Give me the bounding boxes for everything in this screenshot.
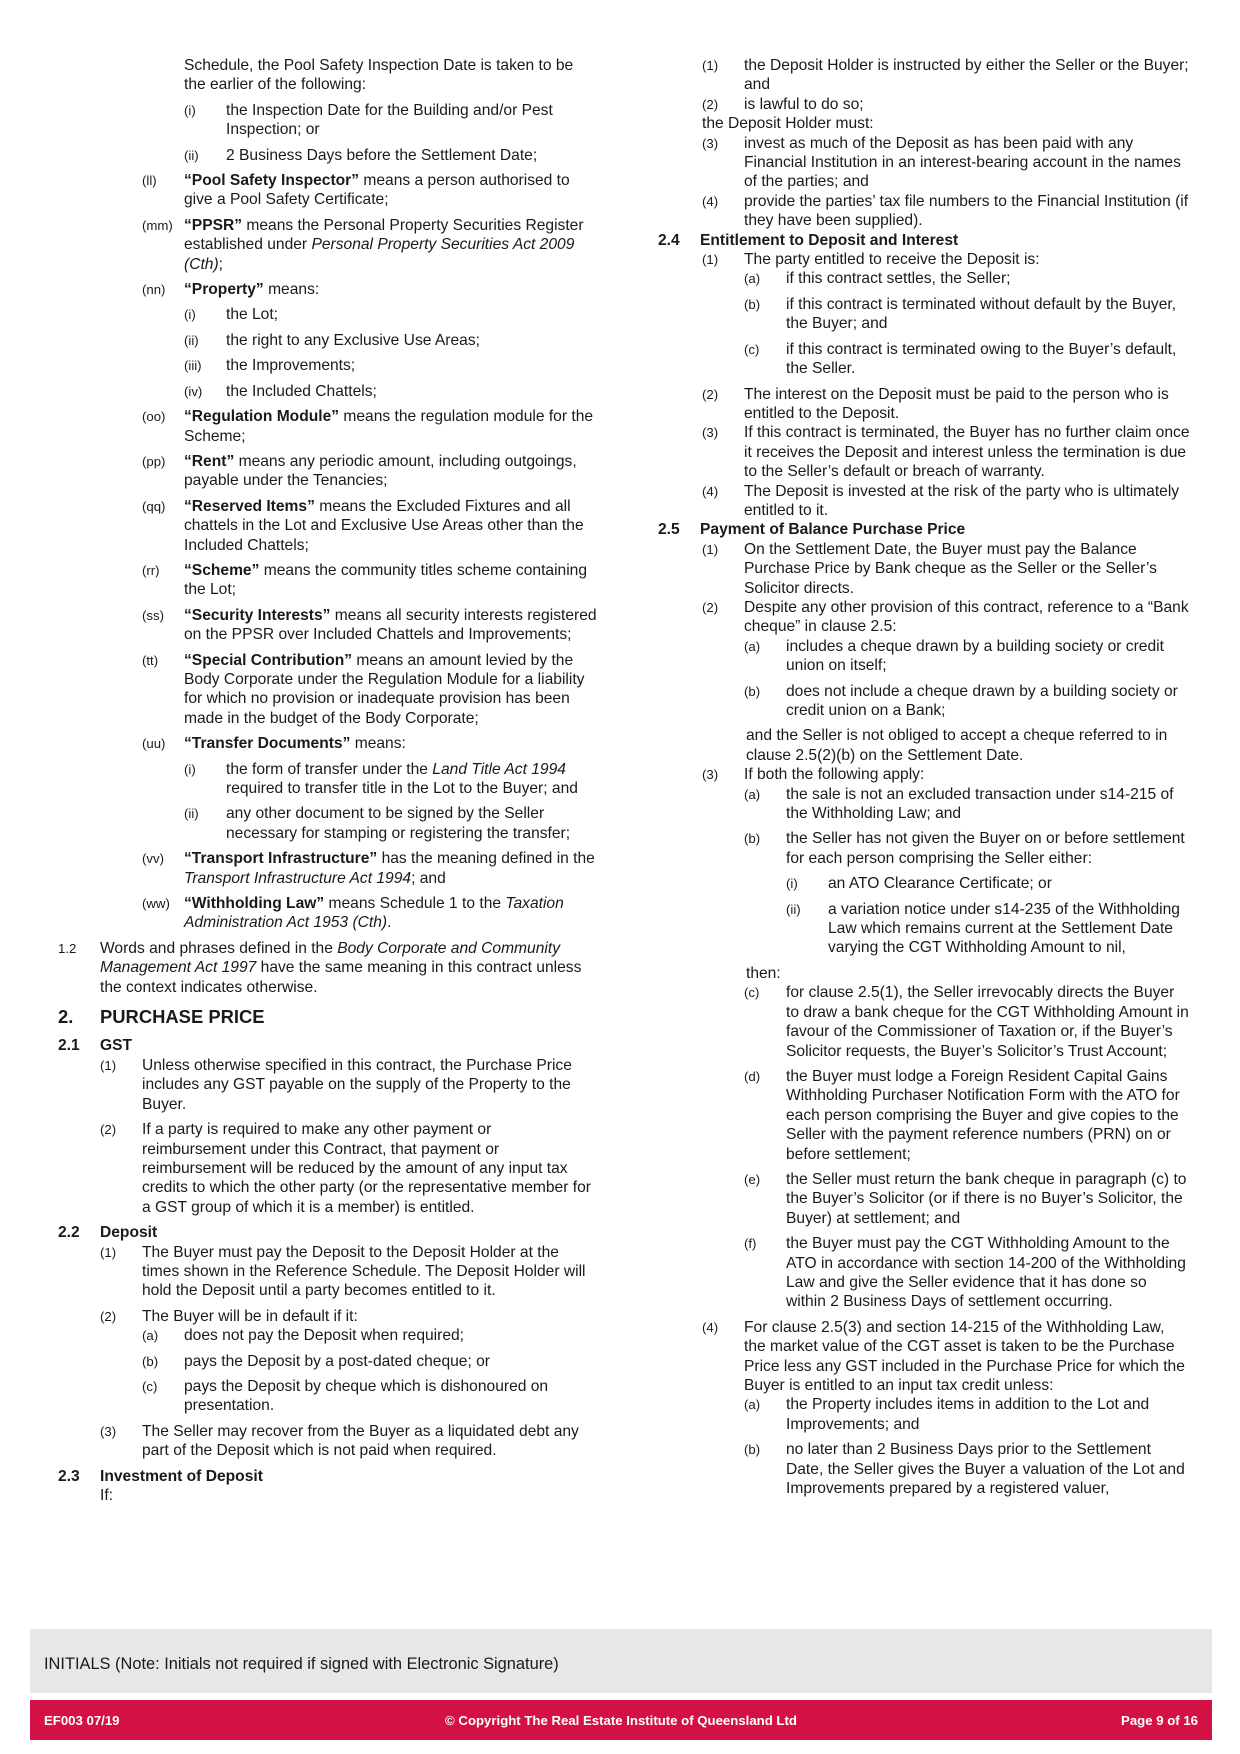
clause-text xyxy=(142,1422,598,1461)
clause-body: On the Settlement Date, the Buyer must pay the Balance Purchase Price by Bank cheque as the Seller or the Seller’s Solicitor directs. xyxy=(744,540,1157,597)
clause-body: if this contract settles, the Seller; xyxy=(786,270,1011,288)
clause-row xyxy=(658,192,1190,231)
defined-term: “Regulation Module” xyxy=(184,408,340,426)
clause-row xyxy=(658,1234,1190,1312)
clause-body: If this contract is terminated, the Buyer has no further claim once it receives the Deposit and interest unless the termination is due to the Seller’s default or breach of warranty. xyxy=(744,424,1190,481)
clause-text xyxy=(184,606,598,645)
clause-row xyxy=(658,269,1190,288)
clause-body: a variation notice under s14-235 of the Withholding Law which remains current at the Settlement Date varying the CGT Withholding Amount to nil, xyxy=(828,900,1180,957)
clause-text xyxy=(184,849,598,888)
clause-number: (d) xyxy=(744,1068,761,1084)
page-footer xyxy=(30,1700,1212,1740)
clause-text xyxy=(184,216,598,274)
clause-row xyxy=(58,651,598,729)
clause-row xyxy=(58,1326,598,1345)
clause-body: Payment of Balance Purchase Price xyxy=(700,521,966,539)
clause-row xyxy=(658,95,1190,114)
clause-number: (mm) xyxy=(142,217,173,233)
clause-row xyxy=(58,606,598,645)
clause-row xyxy=(58,382,598,401)
definitions-list xyxy=(58,56,598,997)
clause-row xyxy=(58,1352,598,1371)
clause-text xyxy=(226,146,598,165)
clause-body: the sale is not an excluded transaction under s14-215 of the Withholding Law; and xyxy=(786,785,1174,823)
clause-text xyxy=(226,305,598,324)
clause-body: The party entitled to receive the Deposit is: xyxy=(744,251,1040,269)
clause-body: invest as much of the Deposit as has been paid with any Financial Institution in an interest-bearing account in the names of the parties; and xyxy=(744,134,1181,191)
clause-row xyxy=(658,900,1190,958)
clause-body: is lawful to do so; xyxy=(744,95,864,113)
right-column xyxy=(658,56,1190,1504)
clause-number: (vv) xyxy=(142,851,164,867)
clause-text xyxy=(786,785,1190,824)
clause-number: (ll) xyxy=(142,173,157,189)
clause-row xyxy=(58,497,598,555)
statute-title: Body Corporate and Community Management Act 1997 xyxy=(100,939,560,977)
defined-term: “Withholding Law” xyxy=(184,895,325,913)
statute-title: Transport Infrastructure Act 1994 xyxy=(184,869,412,887)
clause-body: The Buyer will be in default if it: xyxy=(142,1307,358,1325)
clause-row xyxy=(658,295,1190,334)
clause-text xyxy=(786,1440,1190,1498)
clause-number: (b) xyxy=(744,831,761,847)
defined-term: “Reserved Items” xyxy=(184,497,315,515)
clause-text xyxy=(746,964,1190,983)
statute-title: Taxation Administration Act 1953 (Cth) xyxy=(184,895,564,932)
clause-body: the Inspection Date for the Building and/or Pest Inspection; or xyxy=(226,101,553,139)
copyright-notice: © Copyright The Real Estate Institute of Queensland Ltd xyxy=(445,1713,797,1728)
subsection-number: 2.1 xyxy=(58,1037,80,1055)
clause-body: the Seller must return the bank cheque in paragraph (c) to the Buyer’s Solicitor (or if there is no Buyer’s Solicitor, the Buyer) at settlement; and xyxy=(786,1170,1187,1227)
clause-text xyxy=(746,726,1190,765)
clause-row xyxy=(658,520,1190,539)
subsection-heading-investment xyxy=(58,1467,598,1486)
clause-body: Words and phrases defined in the xyxy=(100,939,338,957)
clause-number: 2.4 xyxy=(658,231,680,249)
clause-body: Schedule, the Pool Safety Inspection Date is taken to be the earlier of the following: xyxy=(184,57,574,94)
clause-number: (1) xyxy=(702,58,719,73)
clause-text xyxy=(142,1056,598,1114)
clause-number: 2.5 xyxy=(658,521,680,539)
clause-text xyxy=(828,874,1190,893)
clause-number: (i) xyxy=(786,876,798,892)
clause-row xyxy=(58,356,598,375)
clause-row xyxy=(58,101,598,140)
gst-clauses xyxy=(58,1056,598,1217)
subsection-title: GST xyxy=(100,1037,133,1055)
clause-tail: have the same meaning in this contract unless the context indicates otherwise. xyxy=(100,959,582,996)
clause-body: the form of transfer under the xyxy=(226,760,433,778)
clause-number: (a) xyxy=(744,1397,761,1413)
clause-number: (c) xyxy=(744,341,760,357)
clause-number: (i) xyxy=(184,307,196,323)
clause-number: (a) xyxy=(744,786,761,802)
clause-number: (4) xyxy=(702,483,719,499)
clause-body: If both the following apply: xyxy=(744,766,925,784)
clause-number: (pp) xyxy=(142,453,166,469)
clause-text xyxy=(700,231,1190,250)
clause-body: does not include a cheque drawn by a building society or credit union on a Bank; xyxy=(786,682,1178,719)
clause-text xyxy=(744,192,1190,231)
clause-text xyxy=(226,101,598,140)
clause-row xyxy=(58,146,598,165)
clause-number: (nn) xyxy=(142,282,166,298)
subsection-title: Investment of Deposit xyxy=(100,1467,263,1485)
deposit-clauses xyxy=(58,1243,598,1461)
clause-number: (tt) xyxy=(142,652,159,668)
clause-text xyxy=(786,340,1190,379)
clause-text xyxy=(744,134,1190,192)
clause-row xyxy=(658,964,1190,983)
clause-text xyxy=(786,1170,1190,1228)
clause-text xyxy=(142,1307,598,1326)
clause-text xyxy=(184,894,598,933)
clause-row xyxy=(658,726,1190,765)
clause-text xyxy=(744,250,1190,269)
clause-number: (i) xyxy=(184,761,196,777)
section-heading xyxy=(58,1007,598,1026)
clause-text xyxy=(744,423,1190,481)
clause-row xyxy=(658,785,1190,824)
clause-text xyxy=(786,983,1190,1061)
clause-row xyxy=(658,134,1190,192)
clause-number: (e) xyxy=(744,1171,761,1187)
clause-tail: . xyxy=(387,914,392,932)
defined-term: “Transport Infrastructure” xyxy=(184,850,378,868)
clause-number: (4) xyxy=(702,1319,719,1335)
defined-term: “Transfer Documents” xyxy=(184,735,351,753)
defined-term: “Security Interests” xyxy=(184,606,331,624)
clause-text xyxy=(744,540,1190,598)
clause-body: means Schedule 1 to the xyxy=(324,895,506,913)
clause-body: means: xyxy=(263,281,320,299)
clause-body: means the Excluded Fixtures and all chattels in the Lot and Exclusive Use Areas other than the Included Chattels; xyxy=(184,497,584,554)
clause-row xyxy=(658,1440,1190,1498)
clause-number: (ss) xyxy=(142,607,164,623)
statute-title: Land Title Act 1994 xyxy=(432,760,566,778)
clause-text xyxy=(700,520,1190,539)
clause-text xyxy=(226,382,598,401)
clause-body: means an amount levied by the Body Corporate under the Regulation Module for a liability for which no provision or inadequate provision has been made in the budget of the Body Corporate; xyxy=(184,651,585,727)
defined-term: “Pool Safety Inspector” xyxy=(184,172,360,190)
clause-text xyxy=(786,269,1190,288)
clause-text xyxy=(744,385,1190,424)
clause-row xyxy=(58,734,598,753)
clause-body: means the Personal Property Securities Register established under xyxy=(184,216,584,254)
clause-number: (3) xyxy=(702,425,719,441)
clause-number: (ii) xyxy=(184,332,199,348)
clause-text xyxy=(786,1234,1190,1312)
clause-tail: ; and xyxy=(411,869,446,887)
clause-text xyxy=(184,171,598,210)
clause-row xyxy=(658,56,1190,95)
clause-tail: required to transfer title in the Lot to the Buyer; and xyxy=(226,780,578,797)
clause-body: if this contract is terminated owing to the Buyer’s default, the Seller. xyxy=(786,340,1177,378)
clause-text xyxy=(184,1377,598,1416)
clause-row xyxy=(58,1120,598,1217)
clause-body: Unless otherwise specified in this contract, the Purchase Price includes any GST payable on the supply of the Property to the Buyer. xyxy=(142,1056,572,1113)
clause-body: The Buyer must pay the Deposit to the Deposit Holder at the times shown in the Reference Schedule. The Deposit Holder will hold the Deposit until a party becomes entitled to it. xyxy=(142,1243,586,1300)
clause-row xyxy=(658,1395,1190,1434)
clause-text xyxy=(828,900,1190,958)
clause-number: (rr) xyxy=(142,562,160,578)
clause-body: for clause 2.5(1), the Seller irrevocably directs the Buyer to draw a bank cheque for the CGT Withholding Amount in favour of the Commissioner of Taxation or, if the Buyer’s Solicitor requests, the Buyer’s Solicitor’s Trust Account; xyxy=(786,984,1189,1060)
clause-number: (f) xyxy=(744,1236,757,1252)
clause-text xyxy=(744,482,1190,521)
clause-number: (2) xyxy=(100,1308,117,1324)
clause-number: (a) xyxy=(744,271,761,287)
clause-body: 2 Business Days before the Settlement Date; xyxy=(226,146,538,164)
clause-text xyxy=(226,331,598,350)
clause-body: If a party is required to make any other payment or reimbursement under this Contract, that payment or reimbursement will be reduced by the amount of any input tax credits to which the other party (or the representative member for a GST group of which it is a member) is entitled. xyxy=(142,1121,591,1216)
clause-number: (a) xyxy=(744,638,761,654)
clause-body: the Included Chattels; xyxy=(226,382,377,400)
clause-body: means all security interests registered on the PPSR over Included Chattels and Improvements; xyxy=(184,606,597,644)
clause-text xyxy=(184,561,598,600)
defined-term: “Scheme” xyxy=(184,561,260,579)
clause-text xyxy=(142,1120,598,1217)
clause-body: means any periodic amount, including outgoings, payable under the Tenancies; xyxy=(184,452,577,490)
clause-row xyxy=(58,939,598,997)
clause-text xyxy=(226,760,598,799)
clause-text xyxy=(184,497,598,555)
clause-row xyxy=(58,1243,598,1301)
clause-number: (3) xyxy=(702,767,719,783)
clause-number: (ii) xyxy=(184,806,199,822)
clause-text xyxy=(226,804,598,843)
clause-row xyxy=(58,1486,598,1505)
clause-text xyxy=(184,1352,598,1371)
clause-row xyxy=(658,482,1190,521)
clause-body: For clause 2.5(3) and section 14-215 of the Withholding Law, the market value of the CGT asset is taken to be the Purchase Price less any GST included in the Purchase Price for which the Buyer is entitled to an input tax credit unless: xyxy=(744,1318,1185,1394)
clause-body: the Improvements; xyxy=(226,357,356,375)
clause-text xyxy=(184,56,598,95)
clause-text xyxy=(786,1067,1190,1164)
clause-row xyxy=(658,637,1190,676)
clause-body: any other document to be signed by the Seller necessary for stamping or registering the transfer; xyxy=(226,805,571,842)
clause-body: means the regulation module for the Scheme; xyxy=(184,408,594,445)
clause-number: (uu) xyxy=(142,736,166,752)
clause-number: (iv) xyxy=(184,383,203,399)
clause-text xyxy=(744,56,1190,95)
clause-number: (2) xyxy=(702,96,719,112)
subsection-title: Deposit xyxy=(100,1224,158,1242)
initials-box[interactable] xyxy=(30,1629,1212,1693)
clause-body: The Deposit is invested at the risk of the party who is ultimately entitled to it. xyxy=(744,482,1180,519)
clause-number: (b) xyxy=(744,683,761,699)
clause-row xyxy=(658,250,1190,269)
statute-title: Personal Property Securities Act 2009 (Cth) xyxy=(184,236,575,273)
clause-number: (ii) xyxy=(786,901,801,917)
clause-text xyxy=(786,829,1190,868)
clause-text xyxy=(786,637,1190,676)
clause-body: means the community titles scheme containing the Lot; xyxy=(184,561,588,599)
clause-body: the Lot; xyxy=(226,306,279,324)
defined-term: “Special Contribution” xyxy=(184,651,353,669)
clause-row xyxy=(58,760,598,799)
clause-body: Despite any other provision of this contract, reference to a “Bank cheque” in clause 2.5: xyxy=(744,598,1189,636)
clause-number: (c) xyxy=(142,1378,158,1394)
clause-text xyxy=(786,1395,1190,1434)
clause-row xyxy=(58,56,598,95)
clause-row xyxy=(658,1170,1190,1228)
clause-body: Entitlement to Deposit and Interest xyxy=(700,231,959,249)
clause-row xyxy=(58,1307,598,1326)
clause-number: (1) xyxy=(702,252,719,268)
clause-text xyxy=(184,1326,598,1345)
clause-body: the Deposit Holder must: xyxy=(702,115,874,133)
clause-body: an ATO Clearance Certificate; or xyxy=(828,875,1052,893)
clause-body: the Deposit Holder is instructed by either the Seller or the Buyer; and xyxy=(744,57,1189,94)
clause-number: (1) xyxy=(100,1244,117,1260)
clause-number: (3) xyxy=(100,1423,117,1439)
clause-row xyxy=(58,894,598,933)
clause-number: (iii) xyxy=(184,358,202,374)
subsection-heading-deposit xyxy=(58,1223,598,1242)
clause-text xyxy=(744,598,1190,637)
clause-body: the Seller has not given the Buyer on or before settlement for each person comprising the Seller either: xyxy=(786,830,1185,867)
investment-clauses xyxy=(58,1486,598,1505)
clause-row xyxy=(658,682,1190,721)
subsection-number: 2.2 xyxy=(58,1224,80,1242)
clause-body: the Property includes items in addition to the Lot and Improvements; and xyxy=(786,1396,1150,1433)
clause-text xyxy=(226,356,598,375)
clause-text xyxy=(184,651,598,729)
clause-row xyxy=(58,305,598,324)
clause-row xyxy=(58,804,598,843)
clause-number: (qq) xyxy=(142,498,166,514)
clause-number: (4) xyxy=(702,193,719,209)
clause-body: the Buyer must pay the CGT Withholding Amount to the ATO in accordance with section 14-200 of the Withholding Law and give the Seller evidence that it has done so within 2 Business Days of settlement occurring. xyxy=(786,1235,1186,1311)
clause-number: (2) xyxy=(702,599,719,615)
section-title: PURCHASE PRICE xyxy=(100,1006,265,1028)
clause-text xyxy=(744,95,1190,114)
page-number: Page 9 of 16 xyxy=(1121,1713,1198,1728)
clause-row xyxy=(58,280,598,299)
clause-text xyxy=(184,280,598,299)
clause-number: (ii) xyxy=(184,147,199,163)
clause-body: includes a cheque drawn by a building society or credit union on itself; xyxy=(786,637,1164,675)
clause-row xyxy=(658,385,1190,424)
clause-number: (i) xyxy=(184,102,196,118)
clause-body: if this contract is terminated without default by the Buyer, the Buyer; and xyxy=(786,295,1177,333)
clause-text xyxy=(100,1486,598,1505)
subsection-number: 2.3 xyxy=(58,1467,80,1485)
clause-row xyxy=(658,983,1190,1061)
clause-text xyxy=(184,734,598,753)
clause-text xyxy=(142,1243,598,1301)
clause-row xyxy=(658,874,1190,893)
clause-number: (b) xyxy=(744,1442,761,1458)
clause-number: (2) xyxy=(702,386,719,402)
clause-number: (ww) xyxy=(142,896,170,912)
clause-row xyxy=(58,561,598,600)
clause-row xyxy=(658,540,1190,598)
clause-body: means: xyxy=(350,735,406,753)
clause-body: and the Seller is not obliged to accept a cheque referred to in clause 2.5(2)(b) on the Settlement Date. xyxy=(746,727,1168,764)
clause-number: (b) xyxy=(142,1353,159,1369)
clause-row xyxy=(58,452,598,491)
clause-row xyxy=(658,231,1190,250)
clause-row xyxy=(658,114,1190,133)
clause-body: provide the parties’ tax file numbers to the Financial Institution (if they have been supplied). xyxy=(744,192,1189,230)
clause-body: the right to any Exclusive Use Areas; xyxy=(226,331,480,349)
section-number: 2. xyxy=(58,1006,74,1028)
clause-body: does not pay the Deposit when required; xyxy=(184,1327,465,1345)
clause-number: (c) xyxy=(744,985,760,1001)
clause-body: the Buyer must lodge a Foreign Resident Capital Gains Withholding Purchaser Notification Form with the ATO for each person comprising the Buyer and give copies to the Seller with the payment reference numbers (PRN) on or before settlement; xyxy=(786,1067,1180,1163)
left-column xyxy=(58,56,598,1511)
clause-body: pays the Deposit by cheque which is dishonoured on presentation. xyxy=(184,1377,549,1415)
clause-number: (1) xyxy=(702,541,719,557)
clause-row xyxy=(658,423,1190,481)
clause-row xyxy=(58,1377,598,1416)
clause-row xyxy=(658,765,1190,784)
initials-label: INITIALS (Note: Initials not required if signed with Electronic Signature) xyxy=(44,1655,559,1673)
clause-body: The Seller may recover from the Buyer as a liquidated debt any part of the Deposit which is not paid when required. xyxy=(142,1422,579,1460)
clause-number: (3) xyxy=(702,135,719,151)
clause-number: (1) xyxy=(100,1057,117,1073)
defined-term: “Rent” xyxy=(184,452,235,470)
clause-text xyxy=(702,114,1190,133)
clause-number: (a) xyxy=(142,1328,159,1344)
clause-number: (2) xyxy=(100,1122,117,1138)
clause-row xyxy=(58,1056,598,1114)
clause-row xyxy=(58,171,598,210)
clause-text xyxy=(744,1318,1190,1396)
clause-row xyxy=(58,331,598,350)
clause-number: (b) xyxy=(744,296,761,312)
clause-row xyxy=(658,829,1190,868)
form-code: EF003 07/19 xyxy=(44,1713,120,1728)
clause-text xyxy=(744,765,1190,784)
clause-body: means a person authorised to give a Pool Safety Certificate; xyxy=(184,172,570,209)
clause-text xyxy=(184,407,598,446)
clause-row xyxy=(58,216,598,274)
clause-body: The interest on the Deposit must be paid to the person who is entitled to the Deposit. xyxy=(744,385,1169,422)
clause-row xyxy=(658,1067,1190,1164)
clause-row xyxy=(58,407,598,446)
clause-body: has the meaning defined in the xyxy=(377,850,595,868)
clause-row xyxy=(658,598,1190,637)
defined-term: “Property” xyxy=(184,281,264,299)
clause-row xyxy=(58,849,598,888)
clause-number: 1.2 xyxy=(58,940,77,956)
clause-text xyxy=(184,452,598,491)
clause-row xyxy=(58,1422,598,1461)
clause-tail: ; xyxy=(218,255,223,273)
clause-row xyxy=(658,1318,1190,1396)
clause-number: (oo) xyxy=(142,409,166,425)
clause-text xyxy=(786,682,1190,721)
subsection-heading-gst xyxy=(58,1036,598,1055)
clause-body: then: xyxy=(746,964,781,982)
defined-term: “PPSR” xyxy=(184,216,243,234)
clause-text xyxy=(100,939,598,997)
clauses-list xyxy=(658,56,1190,1498)
clause-body: pays the Deposit by a post-dated cheque; or xyxy=(184,1352,491,1370)
clause-body: no later than 2 Business Days prior to the Settlement Date, the Seller gives the Buyer a valuation of the Lot and Improvements prepared by a registered valuer, xyxy=(786,1441,1185,1498)
clause-text xyxy=(786,295,1190,334)
clause-row xyxy=(658,340,1190,379)
clause-body: If: xyxy=(100,1487,113,1504)
